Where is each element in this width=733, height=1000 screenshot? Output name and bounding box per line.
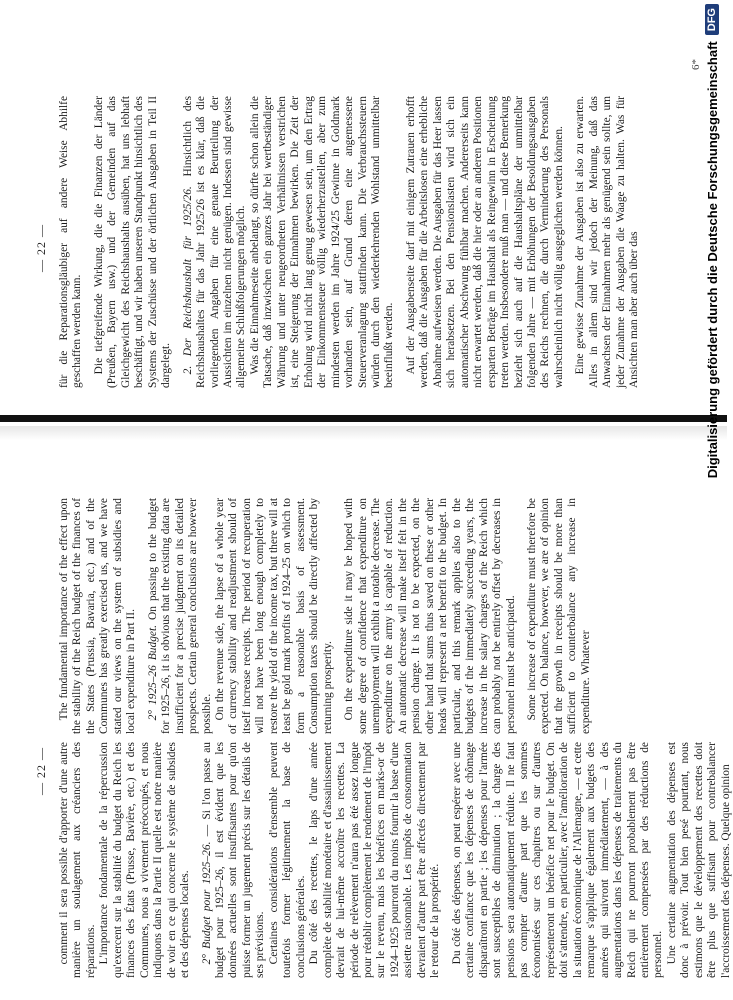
page-number-right: — 22 — [34,224,48,272]
paragraph-text: Die tiefgreifende Wirkung, die die Finanzen der Länder (Preußen, Bayern usw.) und der Gemeinden auf das Gleichgewicht des Reichshaushalts ausüben, hat uns lebhaft beschäftigt, und wir haben unseren Standpunkt hinsichtlich des Systems der Zuschüsse und der örtlichen Ausgaben in Teil II dargelegt. [92,96,173,388]
page-gutter-divider [0,415,727,422]
paragraph-text: L'importance fondamentale de la répercussion qu'exercent sur la stabilité du budget du Reich les finances des États (Prusse, Bavière, etc.) et des Communes, nous a vivement préoccupés, et nous indiquons dans la Partie II quelle est notre manière de voir en ce qui concerne le système de subsides et des dépenses locales. [98,742,192,978]
section-heading: 2° Budget pour 1925–26. [200,841,213,965]
paragraph-text: comment il sera possible d'apporter d'une autre manière un soulagement aux créanciers des réparations. [58,742,97,978]
paragraph [308,742,443,978]
paragraph-text: On passing to the budget for 1925–26, it is obvious that the existing data are insufficient for a precise judgment on its detailed prospects. Certain general conclusions are however possible. [146,498,213,734]
paragraph-text: Eine gewisse Zunahme der Ausgaben ist also zu erwarten. Alles in allem sind wir jedoch der Meinung, daß das Anwachsen der Einnahmen mehr als genügend sein sollte, um jeder Zunahme der Ausgaben die Waage zu halten. Was für Ansichten man aber auch über das [574,96,641,388]
paragraph [405,96,566,388]
paragraph [147,498,214,734]
paragraph [574,96,641,388]
paragraph-text: Du côté des recettes, le laps d'une année complète de stabilité monétaire et d'assainissement devrait de lui-même accroître les recettes. La période de relèvement n'aura pas été assez longue pour rétablir complètement le rendement de l'impôt sur le revenu, mais les bénéfices en marks-or de 1924–1925 pourront du moins fournir la base d'une assiette raisonnable. Les impôts de consommation devraient d'autre part être affectés directement par le retour de la prospérité. [308,742,442,978]
paragraph [268,742,308,978]
paragraph [214,498,335,734]
section-heading: 2° 1925–26 Budget. [146,625,159,721]
paragraph [98,742,192,978]
paragraph-text: Du côté des dépenses, on peut espérer avec une certaine confiance que les dépenses de chômage disparaîtront en partie ; les dépenses pour l'armée sont susceptibles de diminution ; la charge des pensions sera automatiquement réduite. Il ne faut pas compter d'autre part que les sommes économisées sur ces chapitres ou sur d'autres représenteront un bénéfice net pour le budget. On doit s'attendre, en particulier, avec l'amélioration de la situation économique de l'Allemagne, — et cette remarque s'applique également aux budgets des années qui suivront immédiatement, — à des augmentations dans les dépenses de traitements du Reich qui ne pourront probablement pas être entièrement compensées par des réductions de personnel. [450,742,665,978]
section-heading: 2. Der Reichshaushalt für 1925/26. [181,186,194,375]
paragraph-text: The fundamental importance of the effect upon the stability of the Reich budget of the finances of the States (Prussia, Bavaria, etc.) and of the Communes has greatly exercised us, and we have stated our views on the system of subsidies and local expenditure in Part II. [58,498,138,734]
paragraph-text: Certaines considérations d'ensemble peuvent toutefois former légitimement la base de conclusions générales. [267,742,307,978]
paragraph-text: On the expenditure side it may be hoped with some degree of confidence that expenditure on unemployment will exhibit a notable decrease. The expenditure on the army is capable of reduction. An automatic decrease will make itself felt in the pension charge. It is not to be expected, on the other hand that sums thus saved on these or other heads will represent a net benefit to the budget. In particular, and this remark applies also to the budgets of the immediately succeeding years, the increase in the salary charges of the Reich which can probably not be entirely offset by decreases in personnel must be anticipated. [343,498,517,734]
paragraph [343,498,518,734]
page-number-left: — 22 — [34,747,48,795]
paragraph [249,96,397,388]
paragraph [93,96,174,388]
page-fold-shadow [0,426,727,440]
paragraph [58,96,85,388]
paragraph [201,742,268,978]
digitization-banner [703,4,721,994]
paragraph-text: Auf der Ausgabenseite darf mit einigem Zutrauen erhofft werden, daß die Ausgaben für die Arbeitslosen eine erhebliche Abnahme aufweisen werden. Die Ausgaben für das Heer lassen sich herabsetzen. Bei den Pensionslasten wird sich ein automatischer Abschwung fühlbar machen. Andererseits kann nicht erwartet werden, daß die hier oder an anderen Positionen ersparten Beträge im Haushalt als Reingewinn in Erscheinung treten werden. Insbesondere muß man — und diese Bemerkung bezieht sich auch auf die Haushaltspläne der unmittelbar folgenden Jahre — mit Erhöhungen der Besoldungsausgaben des Reichs rechnen, die durch Verminderung des Personals wahrscheinlich nicht völlig ausgeglichen werden können. [404,96,565,388]
paragraph-text: für die Reparationsgläubiger auf andere Weise Abhilfe geschaffen werden kann. [58,96,84,388]
english-text-column [58,498,593,734]
paragraph-text: Une certaine augmentation des dépenses est donc à prévoir. Tout bien pesé pourtant, nous estimons que le développement des recettes doit être plus que suffisant pour contrebalancer l'accroissement des dépenses. Quelque opinion [665,742,732,978]
paragraph-text: Hinsichtlich des Reichshaushaltes für das Jahr 1925/26 ist es klar, daß die vorliegenden Angaben für eine genaue Beurteilung der Aussichten im einzelnen nicht genügen. Indessen sind gewisse allgemeine Schlußfolgerungen möglich. [181,95,248,388]
paragraph [58,742,98,978]
paragraph [451,742,666,978]
paragraph-text: Some increase of expenditure must therefore be expected. On balance, however, we are of opinion that the growth in receipts should be more than sufficient to counterbalance any increase in expenditure. Whatever [525,498,592,734]
banner-text: Digitalisierung gefördert durch die Deutsche Forschungsgemeinschaft [704,41,720,479]
german-text-column [58,96,642,388]
french-text-column [58,742,733,978]
paragraph-text: Was die Einnahmeseite anbelangt, so dürfte schon allein die Tatsache, daß inzwischen ein ganzes Jahr bei wertbeständiger Währung und unter neugeordneten Verhältnissen verstrichen ist, eine Steigerung der Einnahmen bewirken. Die Zeit der Erholung wird nicht lang genug gewesen sein, um den Ertrag der Einkommensteuer völlig wiederherzustellen, aber zum mindesten werden im Jahre 1924/25 Gewinne in Goldmark vorhanden sein, auf Grund deren eine angemessene Steuerveranlagung stattfinden kann. Die Verbrauchssteuern würden durch den wiederkehrenden Wohlstand unmittelbar beeinflußt werden. [248,96,396,388]
paragraph-text: — Si l'on passe au budget pour 1925–26, il est évident que les données actuelles sont insuffisantes pour qu'on puisse former un jugement précis sur les détails de ses prévisions. [200,742,267,978]
paragraph-text: On the revenue side, the lapse of a whole year of currency stability and readjustment should of itself increase receipts. The period of recuperation will not have been long enough completely to restore the yield of the income tax, but there will at least be gold mark profits of 1924–25 on which to form a reasonable basis of assessment. Consumption taxes should be directly affected by returning prosperity. [213,498,334,734]
footer-signature-mark: 6* [690,59,702,70]
paragraph [526,498,593,734]
paragraph [58,498,139,734]
paragraph [182,96,249,388]
dfg-logo: DFG [705,4,719,35]
paragraph [666,742,733,978]
